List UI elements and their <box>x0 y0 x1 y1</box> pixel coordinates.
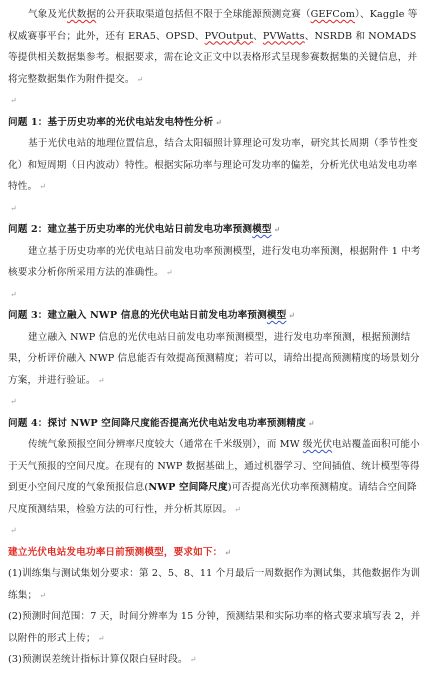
q2-title: 问题 2：建立基于历史功率的光伏电站日前发电功率预测 <box>8 224 253 235</box>
paragraph-mark: ↵ <box>273 224 281 234</box>
q4-body-text-1: 传统气象预报空间分辨率尺度较大（通常在千米级别），而 MW <box>28 439 303 450</box>
q4-heading <box>8 413 423 435</box>
q4-body-text-2: 电站覆盖面积可能小于天气预报的空间尺度。在现有的 NWP 数据基础上，通过机器学习、空间插值、统计模型等得到更小空间尺度的气象预报信息( <box>8 439 420 493</box>
q4-title: 问题 4：探讨 NWP 空间降尺度能否提高光伏电站发电功率预测精度 <box>8 417 306 429</box>
q1-body <box>8 133 423 198</box>
q2-body-text: 建立基于历史功率的光伏电站日前发电功率预测模型，进行发电功率预测，根据附件 1 中考核要求分析你所采用方法的准确性。 <box>8 245 421 278</box>
intro-spell-error-3: PVOutput <box>204 30 254 42</box>
intro-spell-error-4: PVWatts <box>262 30 305 42</box>
q1-heading <box>8 112 423 134</box>
empty-paragraph <box>8 198 423 220</box>
q2-title-grammar-mark: 模型 <box>252 224 272 235</box>
q3-heading <box>8 305 423 327</box>
requirement-item <box>8 606 423 649</box>
q2-body <box>8 241 423 284</box>
intro-paragraph <box>8 4 423 90</box>
paragraph-mark: ↵ <box>10 397 17 406</box>
q3-body <box>8 327 423 392</box>
empty-paragraph <box>8 520 423 542</box>
paragraph-mark: ↵ <box>136 74 144 84</box>
empty-paragraph <box>8 284 423 306</box>
q3-title-grammar-mark: 模型 <box>266 310 287 321</box>
intro-text-4: 、 <box>253 30 263 42</box>
paragraph-mark: ↵ <box>288 310 296 320</box>
paragraph-mark: ↵ <box>97 633 105 643</box>
empty-paragraph <box>8 90 423 112</box>
paragraph-mark: ↵ <box>224 546 232 557</box>
paragraph-mark: ↵ <box>39 182 47 191</box>
paragraph-mark: ↵ <box>10 203 17 213</box>
paragraph-mark: ↵ <box>10 96 17 105</box>
requirement-item <box>8 649 423 671</box>
q4-body-grammar-mark: 级光伏 <box>302 439 333 450</box>
intro-spell-error-1: 伏数据 <box>66 9 97 20</box>
q2-heading <box>8 219 423 241</box>
q1-body-text: 基于光伏电站的地理位置信息，结合太阳辐照计算理论可发功率，研究其长周期（季节性变化）和短周期（日内波动）特性。根据实际功率与理论可发功率的偏差，分析光伏电站发电功率特性。 <box>8 138 418 192</box>
paragraph-mark: ↵ <box>189 655 197 664</box>
intro-text-5: 、NSRDB 和 NOMADS 等提供相关数据集参考。根据要求，需在论文正文中以表格形式呈现参赛数据集的关键信息，并将完整数据集作为附件提交。 <box>8 30 418 85</box>
intro-text-3: ）、Kaggle 等权威赛事平台；此外，还有 ERA5、OPSD、 <box>8 9 418 42</box>
paragraph-mark: ↵ <box>165 268 173 277</box>
paragraph-mark: ↵ <box>307 417 315 428</box>
paragraph-mark: ↵ <box>10 289 17 299</box>
requirement-text-1: (1)训练集与测试集划分要求：第 2、5、8、11 个月最后一周数据作为测试集，其他数据作为训练集； <box>8 568 421 601</box>
requirements-title: 建立光伏电站发电功率日前预测模型，要求如下： <box>8 546 223 558</box>
q3-title: 问题 3：建立融入 NWP 信息的光伏电站日前发电功率预测 <box>8 310 267 321</box>
paragraph-mark: ↵ <box>10 526 17 535</box>
q4-body-text-3: )可否提高光伏功率预测精度。请结合空间降尺度预测结果，检验方法的可行性，并分析其原因。 <box>8 482 417 515</box>
requirements-heading <box>8 542 423 564</box>
requirement-text-2: (2)预测时间范围：7 天，时间分辨率为 15 分钟，预测结果和实际功率的格式要求填写表 2，并以附件的形式上传； <box>8 611 421 644</box>
q3-body-text: 建立融入 NWP 信息的光伏电站日前发电功率预测模型，进行发电功率预测，根据预测结果，分析评价融入 NWP 信息能否有效提高预测精度；若可以，请给出提高预测精度的场景划分方案，并进行验证。 <box>8 331 420 386</box>
requirement-text-3: (3)预测误差统计指标计算仅限白昼时段。 <box>8 654 188 665</box>
empty-paragraph <box>8 391 423 413</box>
intro-text-2: 的公开获取渠道包括但不限于全球能源预测竞赛（ <box>96 9 311 20</box>
paragraph-mark: ↵ <box>97 375 105 385</box>
intro-spell-error-2: GEFCom <box>310 9 356 20</box>
q1-title: 问题 1：基于历史功率的光伏电站发电特性分析 <box>8 116 214 128</box>
paragraph-mark: ↵ <box>215 116 223 127</box>
q4-body <box>8 434 423 520</box>
paragraph-mark: ↵ <box>234 504 241 514</box>
intro-text-1: 气象及光 <box>28 9 67 20</box>
requirement-item <box>8 563 423 606</box>
q4-body-bold: NWP 空间降尺度 <box>148 482 228 493</box>
paragraph-mark: ↵ <box>39 590 47 600</box>
